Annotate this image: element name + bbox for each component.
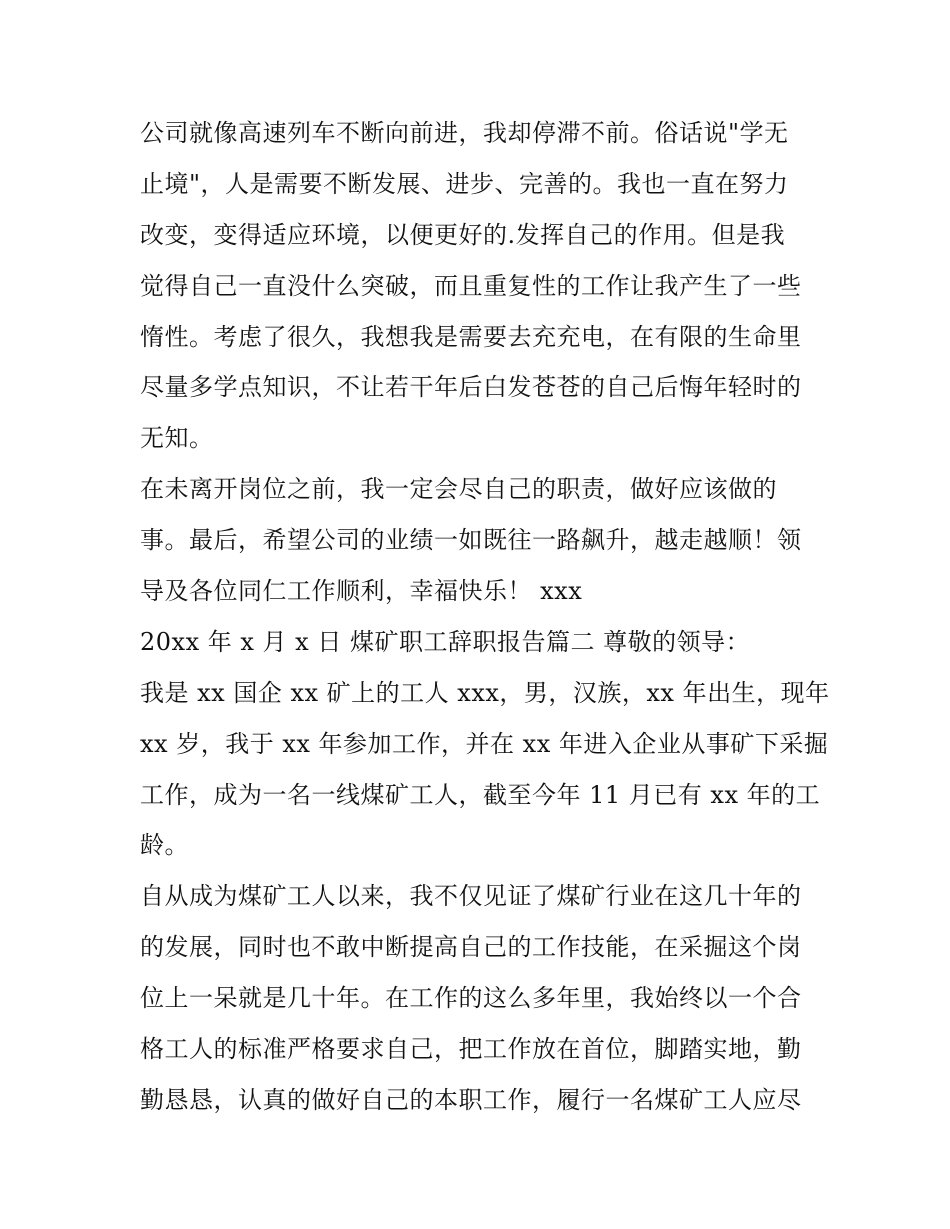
text-line: 的发展，同时也不敢中断提高自己的工作技能，在采掘这个岗 <box>140 933 802 962</box>
text-line: 勤恳恳，认真的做好自己的本职工作，履行一名煤矿工人应尽 <box>140 1085 802 1114</box>
text-line: 无知。 <box>140 424 214 453</box>
text-line: 工作，成为一名一线煤矿工人，截至今年 11 月已有 xx 年的工 <box>140 780 821 809</box>
text-line: 自从成为煤矿工人以来，我不仅见证了煤矿行业在这几十年的 <box>140 882 802 911</box>
text-line: 惰性。考虑了很久，我想我是需要去充充电，在有限的生命里 <box>140 322 802 351</box>
text-line: 事。最后，希望公司的业绩一如既往一路飙升，越走越顺！领 <box>140 526 802 555</box>
text-line: 在未离开岗位之前，我一定会尽自己的职责，做好应该做的 <box>140 475 777 504</box>
text-line: xx 岁，我于 xx 年参加工作，并在 xx 年进入企业从事矿下采掘 <box>140 729 829 758</box>
text-line: 改变，变得适应环境，以便更好的.发挥自己的作用。但是我 <box>140 220 786 249</box>
text-line: 公司就像高速列车不断向前进，我却停滞不前。俗话说"学无 <box>140 119 789 147</box>
text-line: 止境"，人是需要不断发展、进步、完善的。我也一直在努力 <box>140 169 789 198</box>
document-body <box>140 108 830 1126</box>
text-line: 位上一呆就是几十年。在工作的这么多年里，我始终以一个合 <box>140 984 802 1013</box>
text-line: 我是 xx 国企 xx 矿上的工人 xxx，男，汉族，xx 年出生，现年 <box>140 678 830 707</box>
text-line: 尽量多学点知识，不让若干年后白发苍苍的自己后悔年轻时的 <box>140 373 802 402</box>
text-line: 导及各位同仁工作顺利，幸福快乐！ xxx <box>140 577 583 606</box>
text-line: 格工人的标准严格要求自己，把工作放在首位，脚踏实地，勤 <box>140 1035 802 1064</box>
text-line: 觉得自己一直没什么突破，而且重复性的工作让我产生了一些 <box>140 271 802 300</box>
text-line: 龄。 <box>140 831 189 860</box>
text-line: 20xx 年 x 月 x 日 煤矿职工辞职报告篇二 尊敬的领导： <box>140 627 751 656</box>
